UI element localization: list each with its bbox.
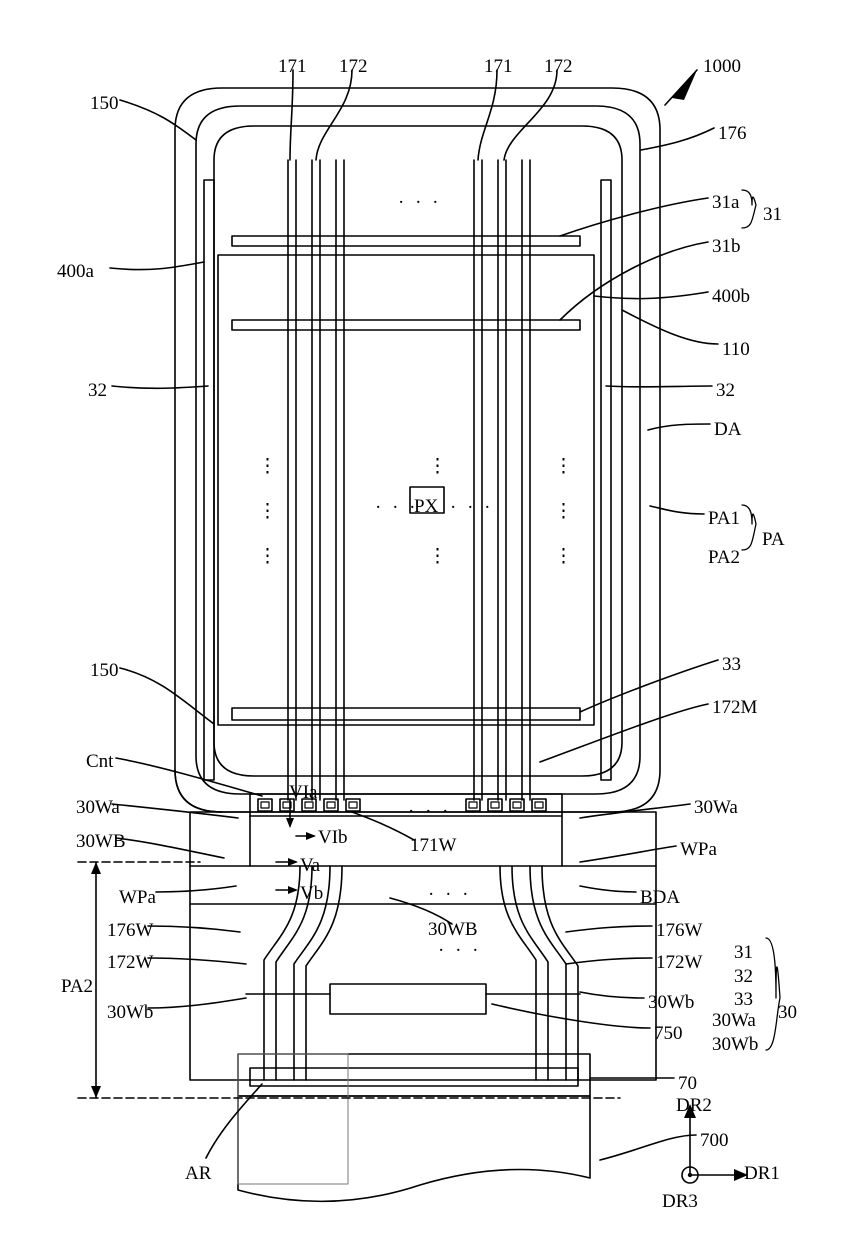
ellipsis-e-mid-cent: ⋮: [428, 456, 450, 477]
leader-700: [600, 1135, 696, 1160]
brace-PA: [742, 505, 756, 550]
ref-label-n1000: 1000: [703, 56, 741, 77]
ref-label-n32l: 32: [88, 380, 107, 401]
ellipsis-e-mid-left: · · ·: [375, 497, 419, 518]
ref-label-n31a: 31a: [712, 192, 740, 213]
ref-label-nPA: PA: [762, 529, 785, 550]
axis-dr3-dot: [688, 1173, 692, 1177]
ref-label-nVa: Va: [300, 855, 321, 876]
leader-30Wa-right: [580, 804, 690, 818]
ref-label-n400a: 400a: [57, 261, 94, 282]
ref-label-n30WB_l: 30WB: [76, 831, 126, 852]
ref-label-n176W_l: 176W: [107, 920, 154, 941]
ellipsis-e-pad: · · ·: [408, 801, 452, 822]
ref-label-n30Wa_br: 30Wa: [712, 1010, 756, 1031]
ref-label-n172W_l: 172W: [107, 952, 154, 973]
ellipsis-e-bda1: · · ·: [428, 884, 472, 905]
arrow-Va-head: [288, 858, 298, 866]
ref-label-n31b: 31b: [712, 236, 741, 257]
ellipsis-e-col-right2: ⋮: [554, 501, 576, 522]
leader-30Wb-right: [580, 992, 644, 998]
arrow-Vb-head: [288, 886, 298, 894]
fanout-right-b: [512, 866, 548, 1080]
ref-label-nCnt: Cnt: [86, 751, 114, 772]
leader-32-left: [112, 386, 208, 388]
connector-area-70: [238, 1054, 590, 1096]
flexible-film-700: [238, 1096, 590, 1201]
leader-150-top: [120, 100, 196, 140]
ref-label-n30Wb_br: 30Wb: [712, 1034, 759, 1055]
leader-172W-left: [148, 958, 246, 964]
leader-AR: [206, 1084, 262, 1158]
ref-label-n172M: 172M: [712, 697, 758, 718]
ellipsis-e-col-left3: ⋮: [258, 546, 280, 567]
driver-ic-750: [330, 984, 486, 1014]
ref-label-nWPa_r: WPa: [680, 839, 717, 860]
leader-WPa-right: [580, 846, 676, 862]
leader-110: [622, 310, 718, 344]
ref-label-nPX: PX: [414, 496, 439, 517]
arrow-VIa-head: [286, 818, 294, 828]
arrow-VIb-head: [306, 832, 316, 840]
brace-30: [766, 938, 780, 1050]
ref-label-n70: 70: [678, 1073, 697, 1094]
right-vertical-bar-32: [601, 180, 611, 780]
ref-label-nAR: AR: [185, 1163, 212, 1184]
ref-label-nPA1: PA1: [708, 508, 741, 529]
leader-750: [492, 1004, 650, 1028]
leader-176: [641, 128, 714, 150]
ref-label-n31_br: 31: [734, 942, 753, 963]
leader-WPa-left: [156, 886, 236, 892]
ref-label-n30Wa_r: 30Wa: [694, 797, 738, 818]
ref-label-n30WB_m: 30WB: [428, 919, 478, 940]
leader-pa1: [650, 506, 704, 514]
ref-label-n32r: 32: [716, 380, 735, 401]
ref-label-n176: 176: [718, 123, 747, 144]
leader-172W-right: [566, 958, 652, 964]
ref-label-n171b: 171: [484, 56, 513, 77]
leader-32-right: [606, 386, 712, 387]
ellipsis-e-col-right3: ⋮: [554, 546, 576, 567]
leader-30Wa-left: [112, 804, 238, 818]
ref-label-n171W: 171W: [410, 835, 457, 856]
bend-corner-left: [175, 770, 222, 812]
leader-400a: [110, 262, 204, 270]
ref-label-n400b: 400b: [712, 286, 750, 307]
leader-31b: [560, 242, 708, 320]
leader-1000-arrow: [672, 70, 697, 100]
outer-panel-outline-3: [214, 126, 622, 776]
ref-label-n176W_r: 176W: [656, 920, 703, 941]
fanout-right-a: [500, 866, 536, 1080]
leader-172M: [540, 704, 708, 762]
ref-label-n700: 700: [700, 1130, 729, 1151]
ref-label-nVb: Vb: [300, 883, 324, 904]
connector-bar-70: [250, 1068, 578, 1086]
leader-176W-left: [148, 926, 240, 932]
leader-BDA: [580, 886, 636, 892]
ellipsis-e-bda2: · · ·: [438, 940, 482, 961]
leader-176W-right: [566, 926, 652, 932]
ref-label-n150b: 150: [90, 660, 119, 681]
leader-171-left: [290, 70, 293, 160]
ellipsis-e-mid-cent2: ⋮: [428, 546, 450, 567]
leader-1000: [665, 70, 697, 105]
ref-label-n150a: 150: [90, 93, 119, 114]
ar-region: [238, 1054, 348, 1184]
leader-172-left: [316, 70, 352, 160]
ref-label-n750: 750: [654, 1023, 683, 1044]
brace-31: [742, 190, 756, 228]
ellipsis-e-col-right: ⋮: [554, 456, 576, 477]
ref-label-n30Wb_r: 30Wb: [648, 992, 695, 1013]
leader-150-bottom: [120, 668, 214, 724]
pa2-arrow-bottom: [91, 1086, 101, 1098]
ellipsis-e-col-left: ⋮: [258, 456, 280, 477]
ref-label-n172a: 172: [339, 56, 368, 77]
line-31a: [232, 236, 580, 246]
leader-172-right: [504, 70, 557, 160]
display-area-rect: [218, 255, 594, 725]
left-vertical-bar-32: [204, 180, 214, 780]
ref-label-nVIb: VIb: [318, 827, 348, 848]
ref-label-nVIa: VIa: [289, 782, 318, 803]
ref-label-n30Wb_l: 30Wb: [107, 1002, 154, 1023]
leader-30Wb-left: [148, 998, 246, 1008]
ref-label-n30Wa_l: 30Wa: [76, 797, 120, 818]
ref-label-n33: 33: [722, 654, 741, 675]
ref-label-n31: 31: [763, 204, 782, 225]
axis-label-dr3: DR3: [662, 1191, 698, 1212]
leader-cnt: [116, 758, 262, 796]
ref-label-n172b: 172: [544, 56, 573, 77]
leader-da: [648, 424, 710, 430]
ref-label-n171a: 171: [278, 56, 307, 77]
line-31b: [232, 320, 580, 330]
axis-label-dr2: DR2: [676, 1095, 712, 1116]
leader-171-right: [478, 70, 497, 160]
ref-label-nDA: DA: [714, 419, 742, 440]
pa2-arrow-top: [91, 862, 101, 874]
ref-label-nBDA: BDA: [640, 887, 681, 908]
ellipsis-e-col-left2: ⋮: [258, 501, 280, 522]
ref-label-n30_br: 30: [778, 1002, 797, 1023]
leader-30WB-left: [116, 838, 224, 858]
ellipsis-e-mid-right: · · ·: [450, 497, 494, 518]
ref-label-nWPa_l: WPa: [119, 887, 156, 908]
ref-label-n172W_r: 172W: [656, 952, 703, 973]
axis-label-dr1: DR1: [744, 1163, 780, 1184]
ellipsis-e-top: · · ·: [398, 192, 442, 213]
ref-label-n110: 110: [722, 339, 750, 360]
ref-label-nPA2_l: PA2: [61, 976, 94, 997]
ref-label-nPA2r: PA2: [708, 547, 741, 568]
ref-label-n33_br: 33: [734, 989, 753, 1010]
leader-31a: [560, 198, 708, 236]
ref-label-n32_br: 32: [734, 966, 753, 987]
line-33: [232, 708, 580, 720]
